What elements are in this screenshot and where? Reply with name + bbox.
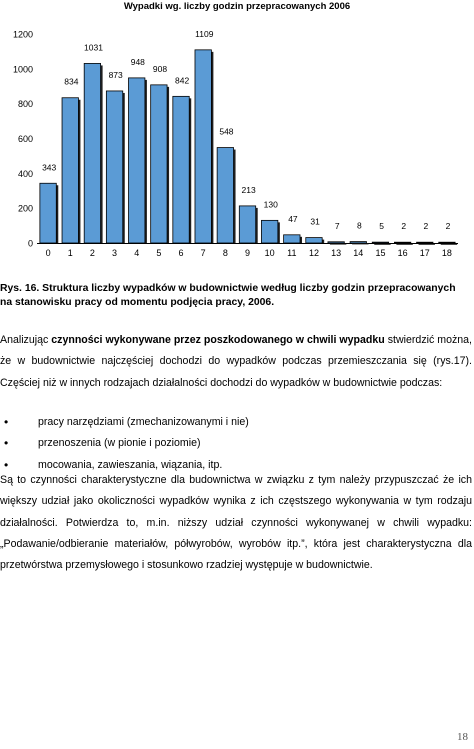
y-tick-label: 200: [17, 203, 33, 214]
paragraph-1-bold: czynności wykonywane przez poszkodowanego w chwili wypadku: [51, 334, 385, 346]
bar: [284, 235, 300, 243]
x-tick-label: 15: [375, 248, 386, 258]
data-label: 948: [130, 56, 145, 67]
figure-caption: [0, 282, 468, 310]
bar: [195, 50, 211, 243]
data-label: 2: [445, 221, 451, 232]
x-tick-label: 9: [244, 248, 251, 258]
bar: [261, 220, 277, 243]
bar: [439, 242, 455, 243]
bullet-list: [0, 412, 249, 476]
bar: [239, 206, 255, 243]
page-number: 18: [457, 731, 468, 743]
caption-text: Struktura liczby wypadków w budownictwie według liczby godzin przepracowanych na stanowisku pracy od momentu podjęcia pracy, 2006.: [0, 283, 456, 308]
x-tick-label: 13: [331, 248, 342, 258]
x-tick-label: 16: [397, 248, 408, 258]
paragraph-1: [0, 330, 472, 394]
bar-shadow: [396, 244, 412, 245]
x-tick-label: 17: [419, 248, 430, 258]
bar-shadow: [419, 244, 435, 245]
y-tick-label: 600: [17, 134, 33, 144]
chart-title: Wypadki wg. liczby godzin przepracowanych 2006: [123, 1, 351, 12]
data-label: 2: [423, 221, 429, 232]
y-tick-label: 1200: [12, 29, 33, 40]
x-tick-label: 3: [112, 248, 118, 258]
data-label: 2: [401, 221, 407, 232]
x-tick-label: 0: [45, 248, 51, 258]
bar: [151, 85, 167, 243]
bar-shadow: [374, 244, 390, 245]
y-tick-label: 0: [27, 238, 33, 249]
y-tick-label: 400: [17, 168, 33, 179]
bar: [40, 183, 56, 243]
list-item: • pracy narzędziami (zmechanizowanymi i nie): [0, 412, 249, 433]
y-tick-label: 800: [17, 99, 33, 110]
bar: [106, 91, 122, 243]
bar: [129, 78, 145, 243]
data-label: 31: [310, 216, 320, 227]
bar-shadow: [330, 244, 346, 245]
x-tick-label: 6: [178, 248, 184, 258]
x-tick-label: 2: [89, 248, 95, 258]
bar: [217, 148, 233, 243]
data-label: 213: [241, 184, 256, 195]
paragraph-2: Są to czynności charakterystyczne dla budownictwa w związku z tym należy przypuszczać że ich większy udział jako okoliczności wypadków wynika z ich częstszego wykonywania w tym rodzaju działalności. Potwierdza to, m.in. niższy udział czynności wykonywanej w chwili wypadku: „Podawanie/odbieranie materiałów, półwyrobów, wyrobów itp.”, która jest charakterystyczna dla przetwórstwa przemysłowego i stosunkowo rzadziej występuje w budownictwie.: [0, 474, 472, 572]
paragraph-1-start: Analizując: [0, 334, 52, 346]
bar: [350, 242, 366, 243]
bar-shadow: [441, 244, 457, 245]
data-label: 834: [64, 76, 79, 87]
caption-label: Rys. 16.: [0, 283, 40, 294]
x-tick-label: 18: [441, 248, 452, 258]
data-label: 548: [219, 126, 234, 137]
x-tick-label: 4: [134, 248, 140, 258]
x-tick-label: 1: [67, 248, 73, 258]
x-tick-label: 7: [200, 248, 206, 258]
bar: [417, 242, 433, 243]
x-tick-label: 8: [222, 248, 228, 258]
data-label: 7: [334, 220, 340, 231]
bar: [173, 96, 189, 243]
list-item: • mocowania, zawieszania, wiązania, itp.: [0, 455, 249, 476]
bar-chart: [0, 14, 474, 272]
data-label: 5: [379, 221, 384, 232]
bar: [328, 242, 344, 243]
x-tick-label: 10: [264, 248, 275, 258]
bar: [372, 242, 388, 243]
x-tick-label: 14: [353, 248, 364, 258]
x-tick-label: 5: [156, 248, 162, 258]
data-label: 1031: [84, 42, 103, 53]
paragraph-1-rest: stwierdzić można, że w budownictwie najczęściej dochodzi do wypadków podczas przemieszczania się (rys.17). Częściej niż w innych rodzajach działalności dochodzi do wypadków w budownictwie podczas:: [0, 334, 472, 389]
data-label: 873: [108, 69, 123, 80]
bar: [62, 98, 78, 243]
bar: [84, 63, 100, 243]
bar: [306, 238, 322, 243]
data-label: 908: [152, 63, 168, 74]
x-tick-label: 11: [287, 248, 297, 258]
data-label: 842: [175, 75, 190, 86]
data-label: 1109: [195, 28, 214, 39]
data-label: 130: [263, 199, 278, 210]
data-label: 8: [357, 220, 362, 231]
bar-shadow: [352, 244, 368, 245]
x-tick-label: 12: [308, 248, 319, 258]
y-tick-label: 1000: [12, 64, 33, 75]
bar: [394, 242, 410, 243]
list-item: • przenoszenia (w pionie i poziomie): [0, 433, 249, 454]
data-label: 343: [42, 162, 57, 173]
data-label: 47: [288, 213, 298, 224]
